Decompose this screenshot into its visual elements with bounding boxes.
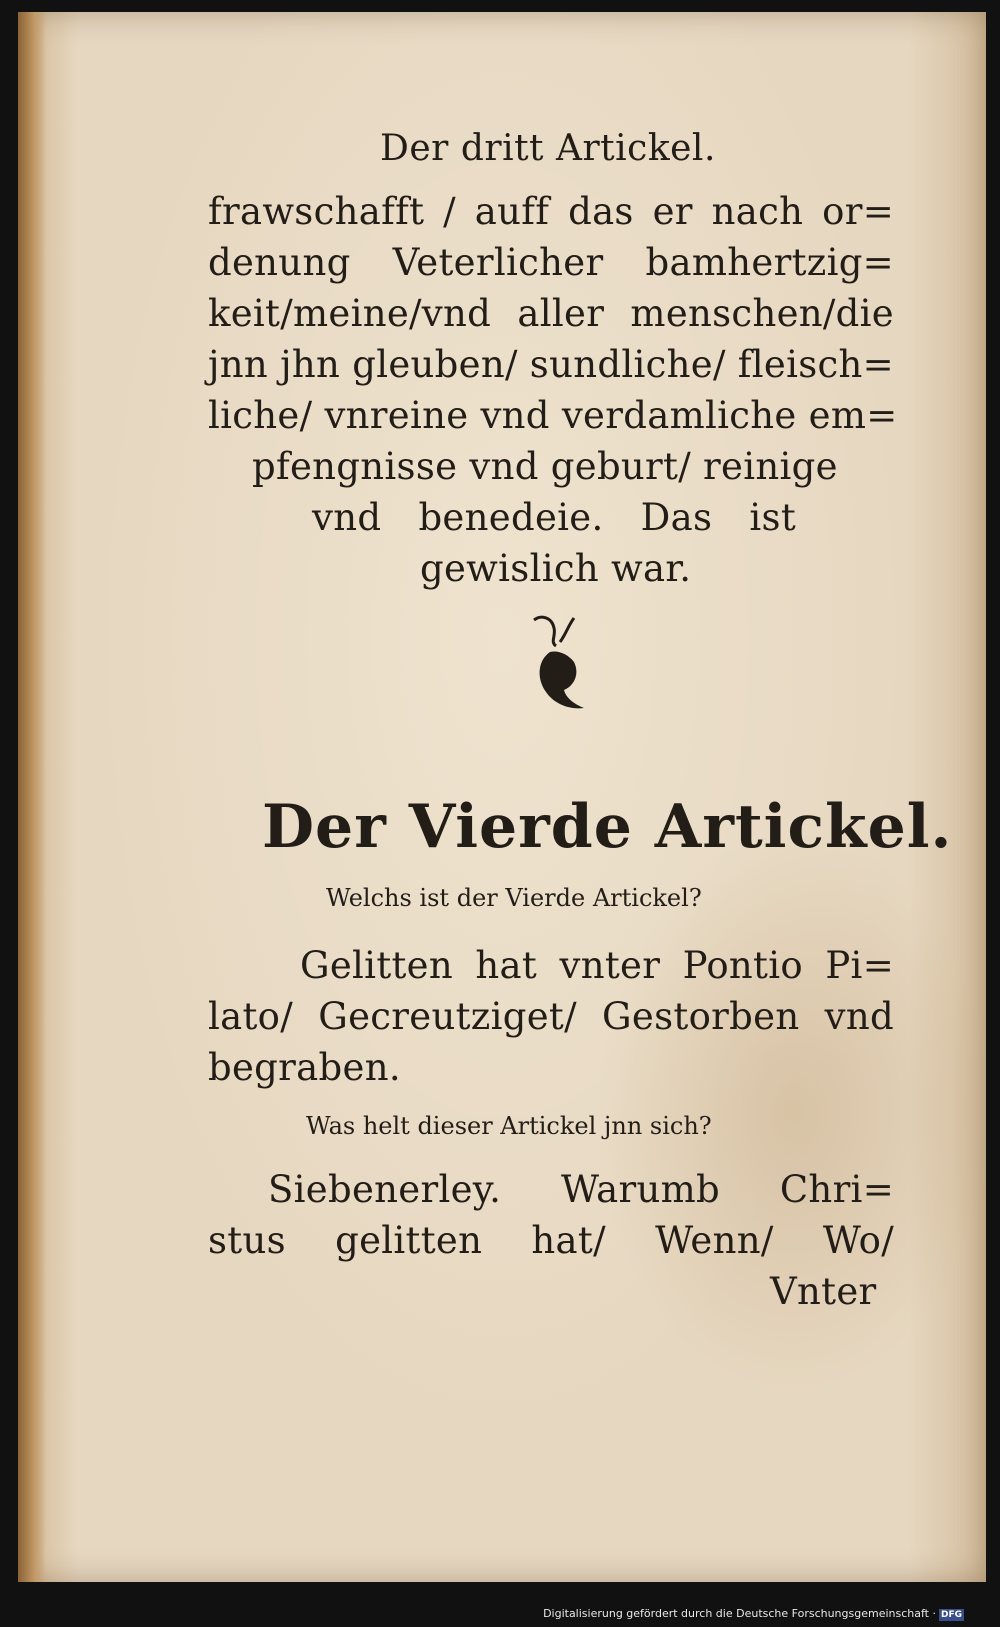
- text-line: vnd benedeie. Das ist: [312, 496, 796, 539]
- question-heading: Welchs ist der Vierde Artickel?: [326, 884, 702, 912]
- text-line: keit/meine/vnd aller menschen/die: [208, 292, 894, 335]
- text-line: jnn jhn gleuben/ sundliche/ fleisch=: [208, 343, 894, 386]
- text-line: pfengnisse vnd geburt/ reinige: [252, 445, 838, 488]
- question-heading: Was helt dieser Artickel jnn sich?: [306, 1112, 712, 1140]
- page-gutter: [18, 12, 46, 1582]
- catchword: Vnter: [770, 1270, 877, 1313]
- text-line: liche/ vnreine vnd verdamliche em=: [208, 394, 898, 437]
- text-line: lato/ Gecreutziget/ Gestorben vnd: [208, 995, 894, 1038]
- text-line: Siebenerley. Warumb Chri=: [268, 1168, 894, 1211]
- section-title: Der Vierde Artickel.: [262, 792, 953, 862]
- dfg-logo: DFG: [940, 1610, 962, 1620]
- text-line: denung Veterlicher bamhertzig=: [208, 241, 894, 284]
- text-line: begraben.: [208, 1046, 401, 1089]
- text-line: gewislich war.: [420, 547, 692, 590]
- digitization-credit: [543, 1607, 964, 1621]
- text-line: Gelitten hat vnter Pontio Pi=: [300, 944, 894, 987]
- leaf-ornament-icon: [530, 612, 600, 722]
- credit-text: Digitalisierung gefördert durch die Deutsche Forschungsgemeinschaft ·: [543, 1607, 936, 1620]
- text-line: stus gelitten hat/ Wenn/ Wo/: [208, 1219, 894, 1262]
- running-header: Der dritt Artickel.: [380, 128, 716, 169]
- text-line: frawschafft / auff das er nach or=: [208, 190, 894, 233]
